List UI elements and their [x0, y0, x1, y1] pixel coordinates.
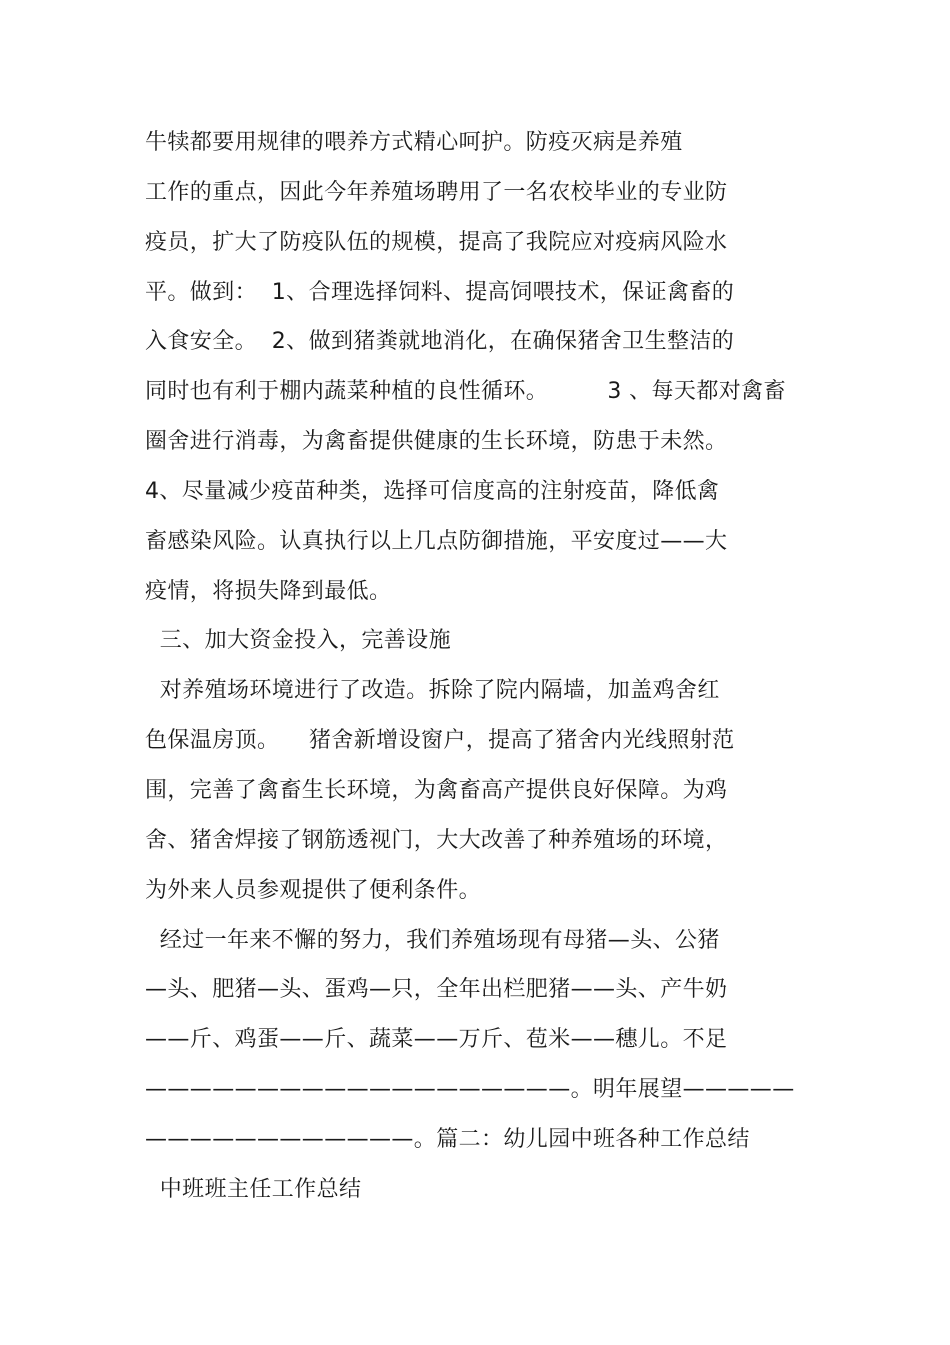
text-line: ———————————————————。明年展望————— [145, 1077, 795, 1102]
text-line: 工作的重点，因此今年养殖场聘用了一名农校毕业的专业防 [145, 180, 728, 205]
text-line: 同时也有利于棚内蔬菜种植的良性循环。 3 、每天都对禽畜 [145, 379, 786, 404]
text-line: 色保温房顶。 猪舍新增设窗户，提高了猪舍内光线照射范 [145, 728, 735, 753]
text-line: 围，完善了禽畜生长环境，为禽畜高产提供良好保障。为鸡 [145, 778, 728, 803]
text-line: 对养殖场环境进行了改造。拆除了院内隔墙，加盖鸡舍红 [145, 678, 720, 703]
text-line: 舍、猪舍焊接了钢筋透视门，大大改善了种养殖场的环境， [145, 828, 728, 853]
text-line: 4、尽量减少疫苗种类，选择可信度高的注射疫苗，降低禽 [145, 479, 720, 504]
text-line: 圈舍进行消毒，为禽畜提供健康的生长环境，防患于未然。 [145, 429, 728, 454]
text-line: 平。做到： 1、合理选择饲料、提高饲喂技术，保证禽畜的 [145, 280, 735, 305]
text-line: 为外来人员参观提供了便利条件。 [145, 878, 482, 903]
text-line: —头、肥猪—头、蛋鸡—只，全年出栏肥猪——头、产牛奶 [145, 977, 728, 1002]
section-heading: 中班班主任工作总结 [145, 1177, 362, 1202]
text-line: 经过一年来不懈的努力，我们养殖场现有母猪—头、公猪 [145, 928, 720, 953]
text-line: 牛犊都要用规律的喂养方式精心呵护。防疫灭病是养殖 [145, 130, 683, 155]
text-line: ——斤、鸡蛋——斤、蔬菜——万斤、苞米——穗儿。不足 [145, 1027, 728, 1052]
text-line: 疫员，扩大了防疫队伍的规模，提高了我院应对疫病风险水 [145, 230, 728, 255]
text-line: ————————————。篇二：幼儿园中班各种工作总结 [145, 1127, 750, 1152]
text-line: 畜感染风险。认真执行以上几点防御措施，平安度过——大 [145, 529, 728, 554]
text-line: 入食安全。 2、做到猪粪就地消化，在确保猪舍卫生整洁的 [145, 329, 735, 354]
section-heading: 三、加大资金投入，完善设施 [145, 628, 451, 653]
text-line: 疫情，将损失降到最低。 [145, 579, 392, 604]
